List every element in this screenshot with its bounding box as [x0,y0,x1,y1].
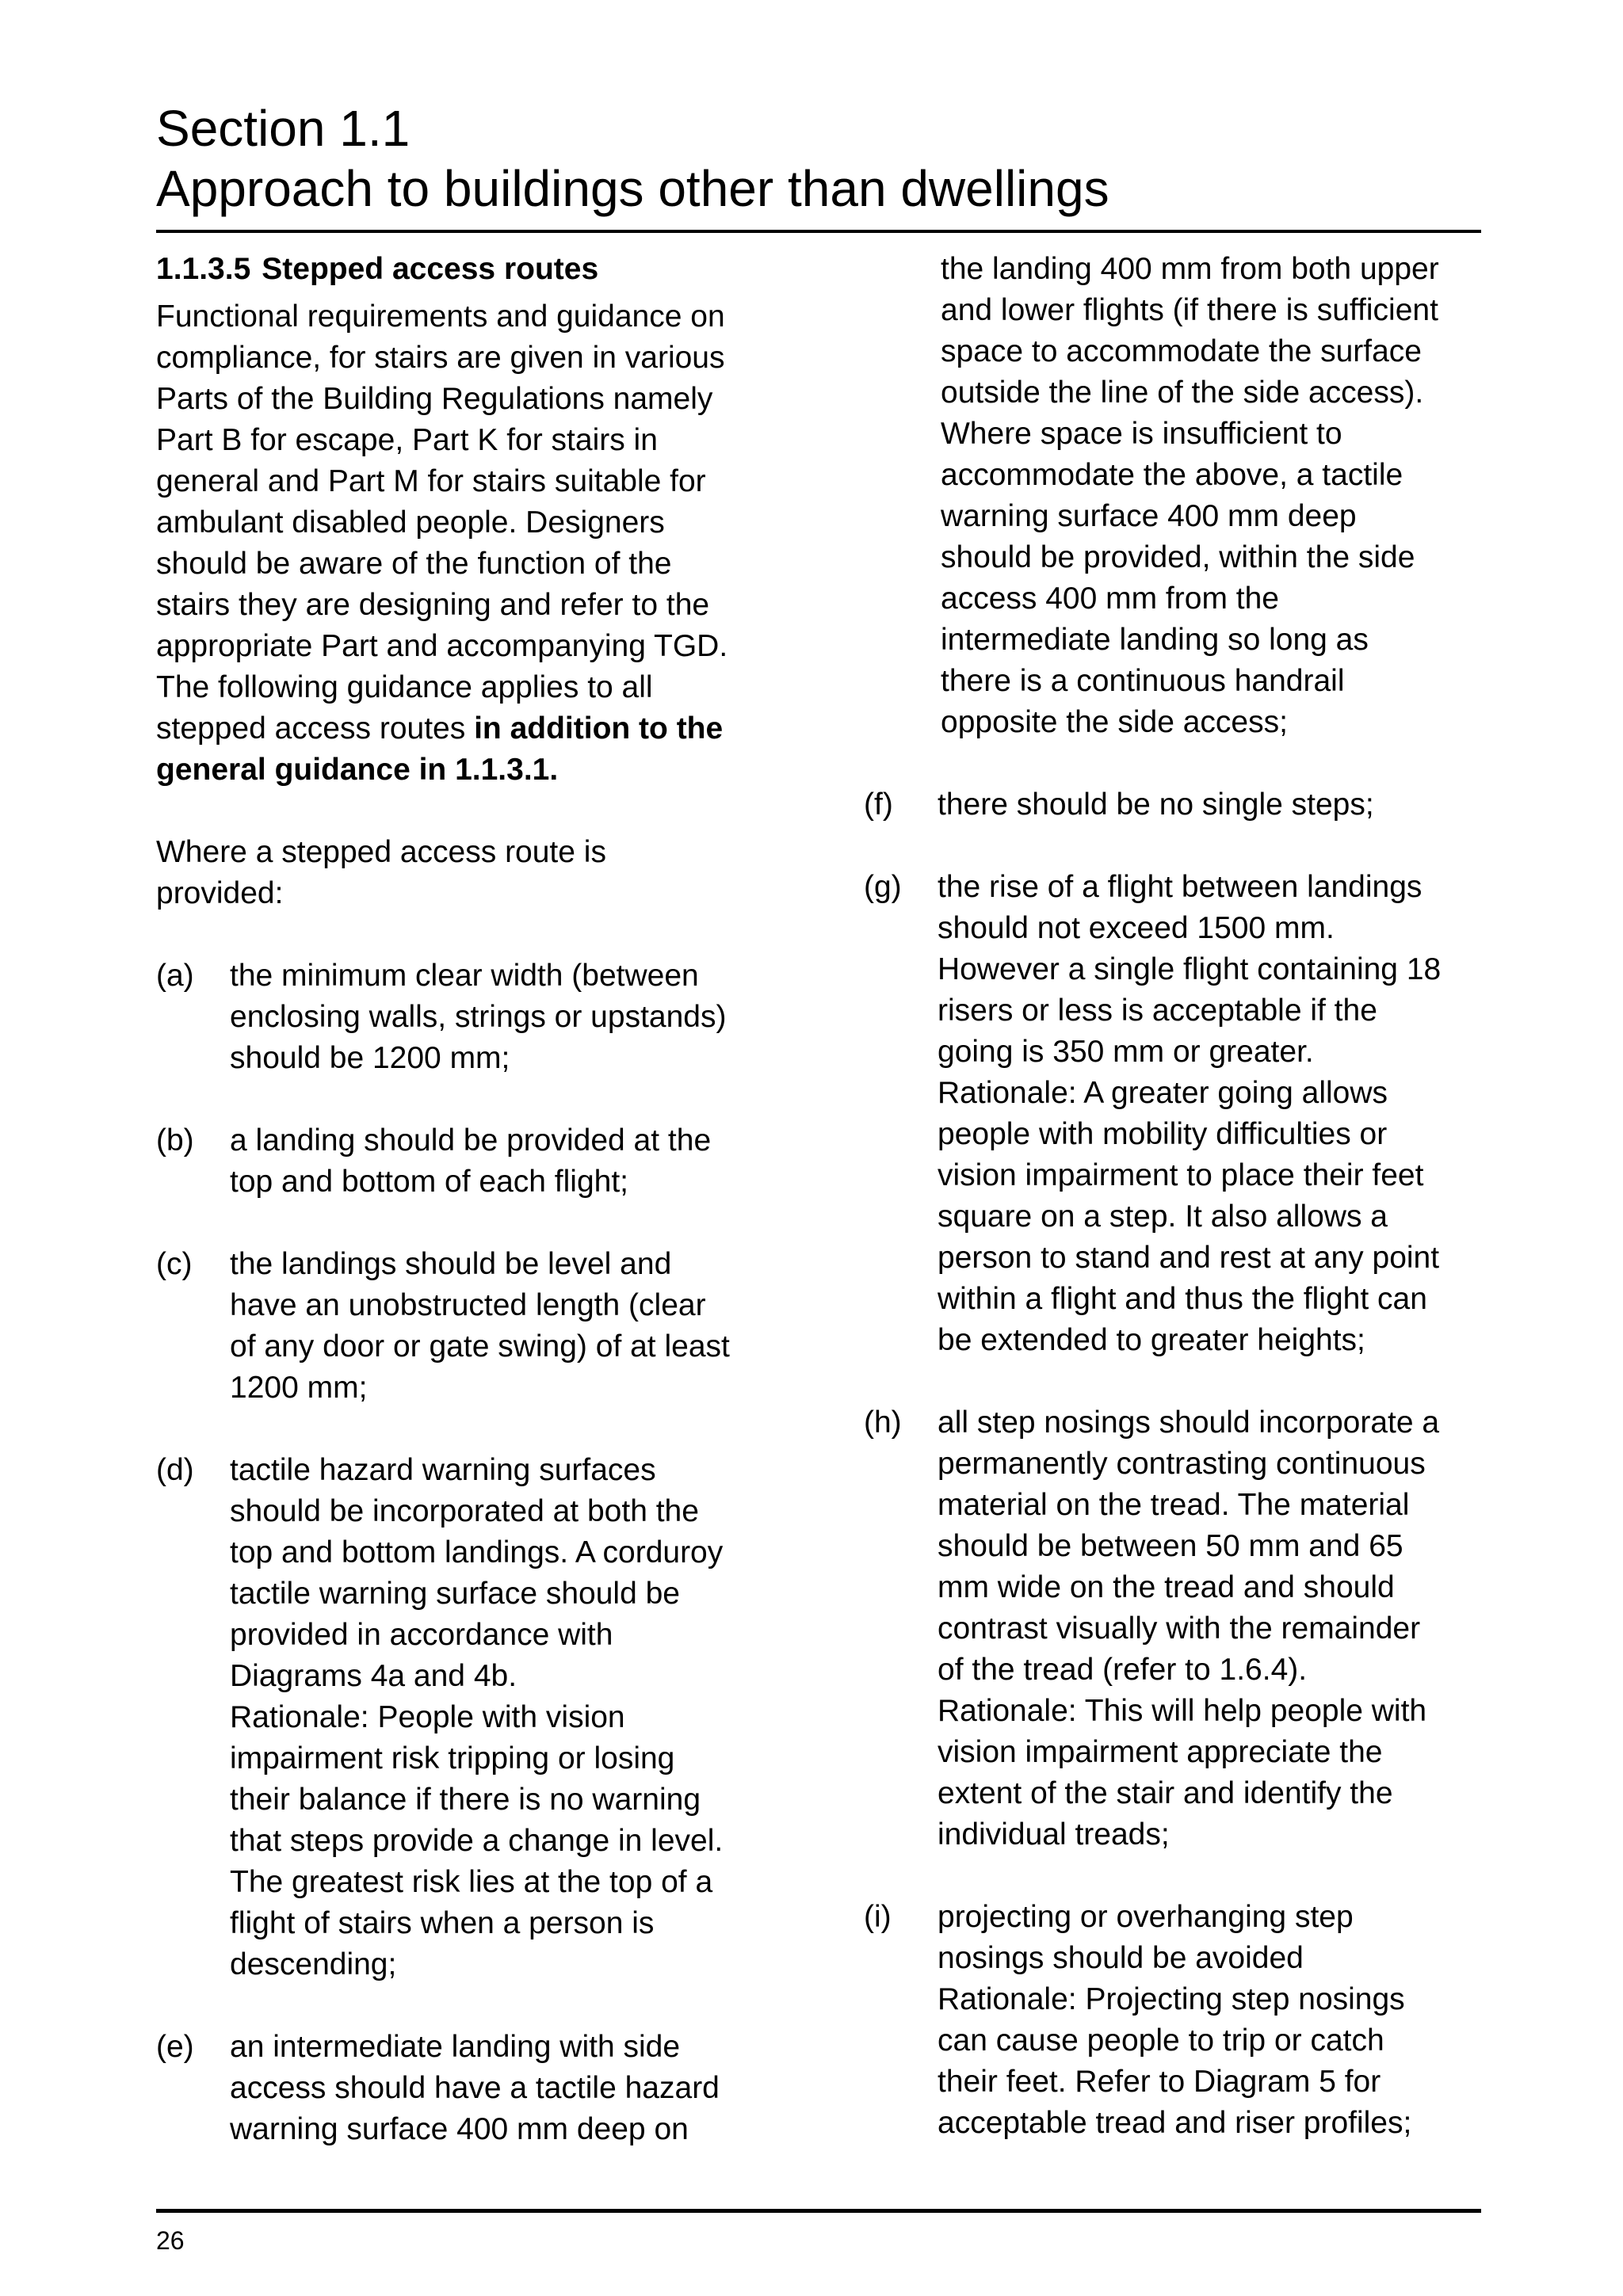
item-line: of any door or gate swing) of at least [230,1329,730,1363]
item-label: (h) [864,1405,902,1440]
intro-line: Parts of the Building Regulations namely [156,382,713,416]
item-line: going is 350 mm or greater. [938,1035,1314,1069]
intro-line: Functional requirements and guidance on [156,299,725,334]
continuation-line: opposite the side access; [941,705,1288,739]
subsection-number: 1.1.3.5 [156,252,251,286]
item-line: should be incorporated at both the [230,1494,699,1528]
continuation-line: the landing 400 mm from both upper [941,252,1439,286]
item-body [230,2027,790,2150]
item-line: acceptable tread and riser profiles; [938,2106,1412,2140]
continuation-line: and lower flights (if there is sufficient [941,293,1438,327]
intro-line: The following guidance applies to all [156,670,653,704]
intro-line: compliance, for stairs are given in various [156,341,725,375]
intro-paragraph [156,296,790,791]
item-body [230,1244,790,1409]
intro-bold-line: general guidance in 1.1.3.1. [156,753,559,787]
item-line: top and bottom of each flight; [230,1165,629,1199]
item-line: vision impairment appreciate the [938,1735,1383,1769]
item-body [938,1897,1490,2144]
list-item-d [156,1450,790,1985]
item-line: mm wide on the tread and should [938,1570,1395,1604]
item-line: be extended to greater heights; [938,1323,1365,1357]
item-line: tactile warning surface should be [230,1577,680,1611]
where-line: provided: [156,876,284,910]
list-item-h [864,1402,1490,1855]
item-body [230,955,790,1079]
item-body [938,784,1490,826]
intro-line: Part B for escape, Part K for stairs in [156,423,658,457]
item-line: tactile hazard warning surfaces [230,1453,656,1487]
item-line: a landing should be provided at the [230,1123,712,1158]
item-line: that steps provide a change in level. [230,1824,724,1858]
item-body [938,867,1490,1361]
item-line: all step nosings should incorporate a [938,1405,1440,1440]
item-line: an intermediate landing with side [230,2030,681,2064]
item-line: impairment risk tripping or losing [230,1741,675,1775]
item-line: the rise of a flight between landings [938,870,1423,904]
item-line: Rationale: This will help people with [938,1694,1427,1728]
header-rule [156,230,1481,233]
item-line: warning surface 400 mm deep on [230,2112,689,2146]
item-label: (i) [864,1900,892,1934]
item-body [230,1450,790,1985]
item-line: within a flight and thus the flight can [938,1282,1427,1316]
intro-line: appropriate Part and accompanying TGD. [156,629,728,663]
item-line: flight of stairs when a person is [230,1906,655,1940]
item-line: 1200 mm; [230,1371,368,1405]
item-label: (g) [864,870,902,904]
item-line: risers or less is acceptable if the [938,994,1377,1028]
footer-rule [156,2209,1481,2213]
item-e-continuation [864,249,1490,743]
continuation-line: should be provided, within the side [941,540,1415,574]
item-line: should not exceed 1500 mm. [938,911,1335,945]
section-title: Approach to buildings other than dwellings [156,160,1109,217]
left-column [156,249,790,2150]
right-column [864,249,1490,2144]
item-line: The greatest risk lies at the top of a [230,1865,713,1899]
continuation-line: accommodate the above, a tactile [941,458,1403,492]
page-number: 26 [156,2226,185,2255]
page-header [156,98,1480,219]
item-line: should be 1200 mm; [230,1041,510,1075]
item-line: Rationale: People with vision [230,1700,625,1734]
list-item-e [156,2027,790,2150]
list-item-b [156,1120,790,1203]
list-item-f [864,784,1490,826]
list-item-a [156,955,790,1079]
item-line: material on the tread. The material [938,1488,1410,1522]
item-line: square on a step. It also allows a [938,1199,1388,1234]
item-line: vision impairment to place their feet [938,1158,1424,1192]
item-line: descending; [230,1947,397,1981]
intro-line: general and Part M for stairs suitable for [156,464,706,498]
item-line: nosings should be avoided [938,1941,1304,1975]
item-line: However a single flight containing 18 [938,952,1442,986]
item-line: individual treads; [938,1817,1170,1852]
item-line: the minimum clear width (between [230,959,699,993]
continuation-line: space to accommodate the surface [941,334,1422,368]
item-label: (d) [156,1453,194,1487]
intro-line: stairs they are designing and refer to the [156,588,710,622]
subsection-heading [156,249,790,290]
item-line: their balance if there is no warning [230,1783,701,1817]
list-item-c [156,1244,790,1409]
item-label: (e) [156,2030,194,2064]
item-line: their feet. Refer to Diagram 5 for [938,2065,1381,2099]
list-item-g [864,867,1490,1361]
item-line: person to stand and rest at any point [938,1241,1440,1275]
item-body [938,1402,1490,1855]
item-line: there should be no single steps; [938,788,1374,822]
item-line: people with mobility difficulties or [938,1117,1388,1151]
item-line: top and bottom landings. A corduroy [230,1535,724,1569]
item-label: (b) [156,1123,194,1158]
item-line: the landings should be level and [230,1247,672,1281]
item-line: of the tread (refer to 1.6.4). [938,1653,1308,1687]
item-line: provided in accordance with [230,1618,613,1652]
continuation-line: access 400 mm from the [941,582,1279,616]
item-line: Rationale: A greater going allows [938,1076,1388,1110]
continuation-line: there is a continuous handrail [941,664,1345,698]
intro-plain-text: stepped access routes [156,711,475,746]
intro-line: ambulant disabled people. Designers [156,505,665,540]
item-label: (a) [156,959,194,993]
intro-bold-text: in addition to the [474,711,724,746]
item-line: access should have a tactile hazard [230,2071,720,2105]
item-line: contrast visually with the remainder [938,1611,1421,1646]
item-line: projecting or overhanging step [938,1900,1354,1934]
item-body [230,1120,790,1203]
where-line: Where a stepped access route is [156,835,606,869]
intro-line: should be aware of the function of the [156,547,672,581]
section-label: Section 1.1 [156,100,411,157]
item-line: enclosing walls, strings or upstands) [230,1000,727,1034]
list-item-i [864,1897,1490,2144]
continuation-line: outside the line of the side access). [941,376,1424,410]
item-label: (c) [156,1247,193,1281]
item-line: Diagrams 4a and 4b. [230,1659,517,1693]
intro-line [156,708,790,749]
item-line: have an unobstructed length (clear [230,1288,706,1322]
item-line: can cause people to trip or catch [938,2023,1384,2058]
where-paragraph [156,832,790,914]
item-line: permanently contrasting continuous [938,1447,1426,1481]
item-line: Rationale: Projecting step nosings [938,1982,1405,2016]
subsection-title: Stepped access routes [262,252,599,286]
continuation-line: Where space is insufficient to [941,417,1342,451]
item-line: should be between 50 mm and 65 [938,1529,1403,1563]
item-line: extent of the stair and identify the [938,1776,1393,1810]
item-label: (f) [864,788,893,822]
continuation-line: intermediate landing so long as [941,623,1369,657]
continuation-line: warning surface 400 mm deep [941,499,1357,533]
